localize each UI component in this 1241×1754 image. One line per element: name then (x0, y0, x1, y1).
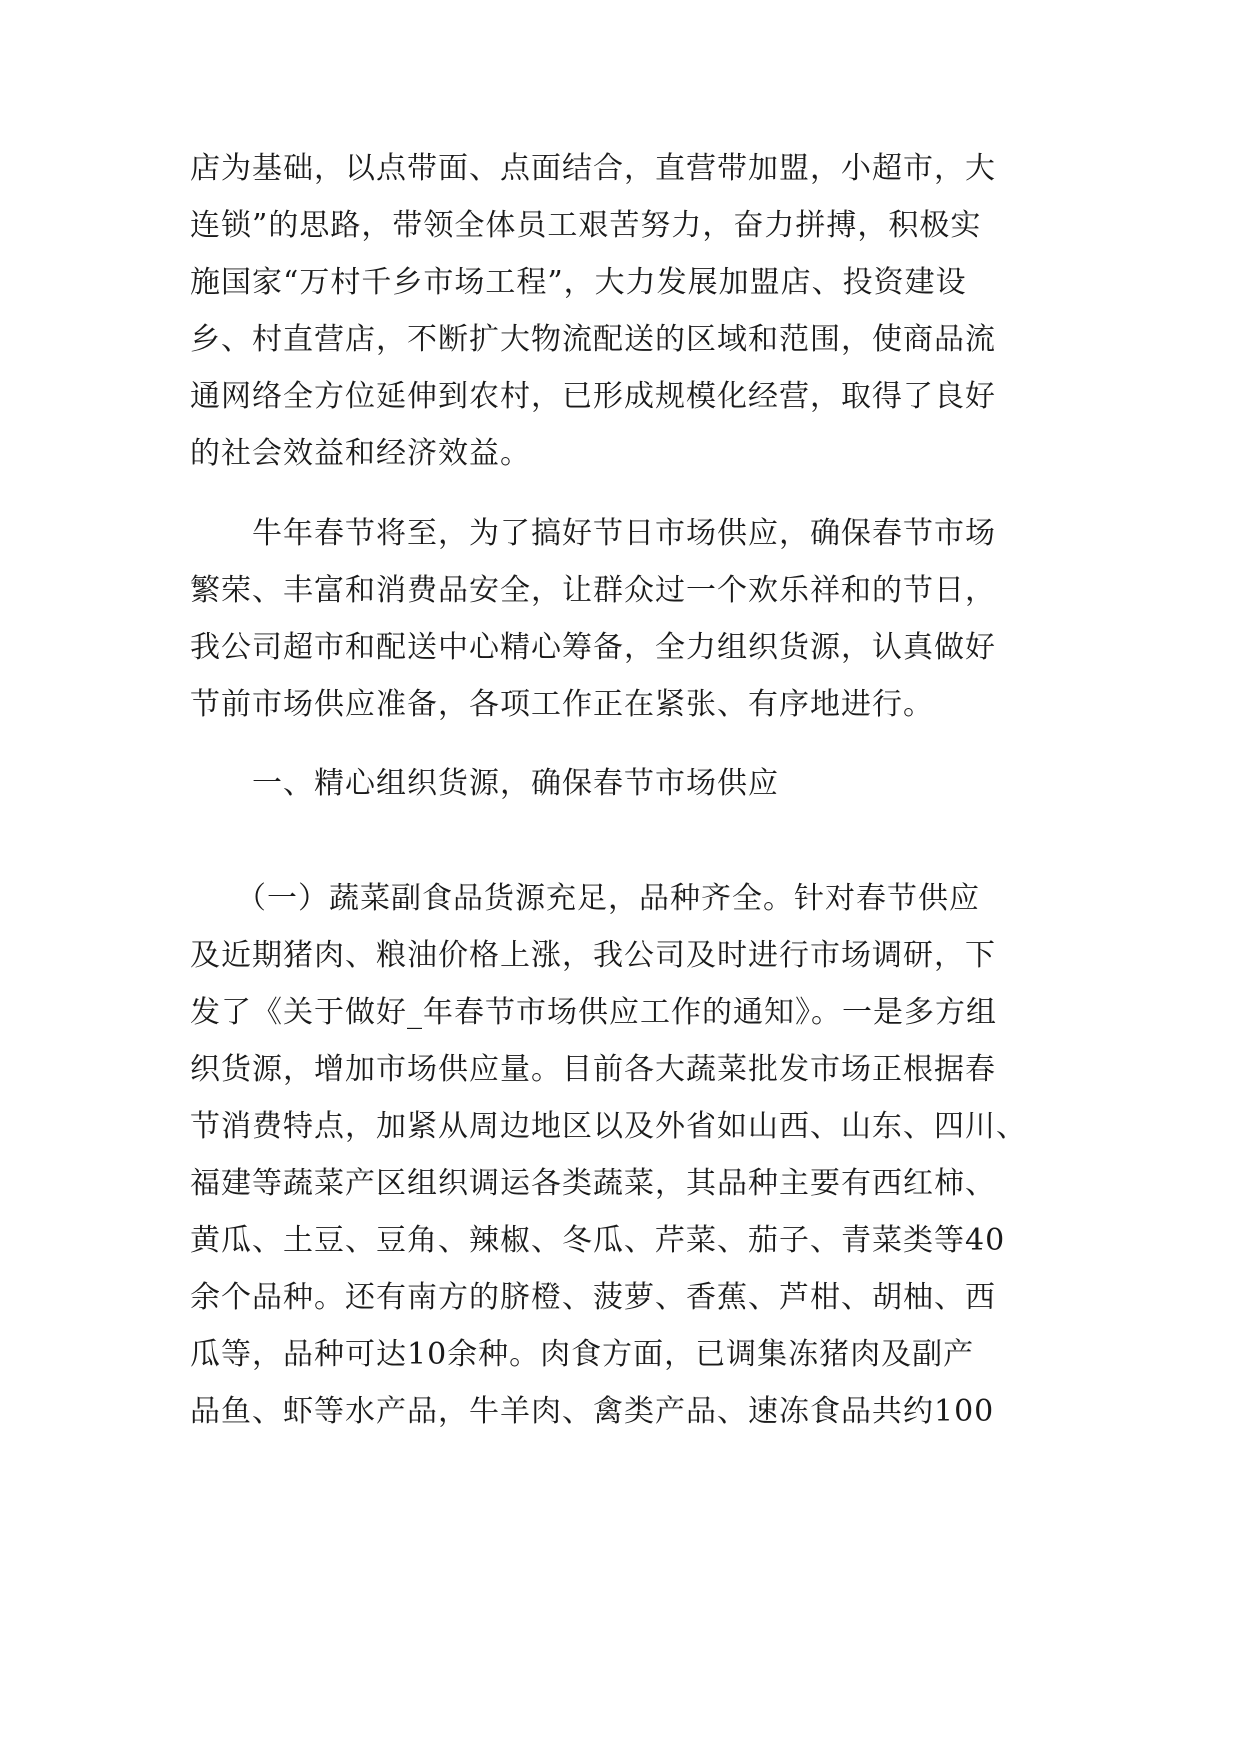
text-line: 连锁”的思路，带领全体员工艰苦努力，奋力拼搏，积极实 (190, 208, 982, 243)
text-line: 通网络全方位延伸到农村，已形成规模化经营，取得了良好 (190, 379, 996, 414)
text-line: 黄瓜、土豆、豆角、辣椒、冬瓜、芹菜、茄子、青菜类等40 (190, 1223, 1006, 1258)
text-line: 节前市场供应准备，各项工作正在紧张、有序地进行。 (190, 687, 934, 722)
text-line: 织货源，增加市场供应量。目前各大蔬菜批发市场正根据春 (190, 1052, 996, 1087)
text-line: 节消费特点，加紧从周边地区以及外省如山西、山东、四川、 (190, 1109, 1027, 1144)
text-line: 店为基础，以点带面、点面结合，直营带加盟，小超市，大 (190, 151, 996, 186)
text-line: 乡、村直营店，不断扩大物流配送的区域和范围，使商品流 (190, 322, 996, 357)
heading-text: 一、精心组织货源，确保春节市场供应 (252, 766, 779, 801)
paragraph-intro (190, 140, 1050, 482)
text-line: 的社会效益和经济效益。 (190, 436, 531, 471)
text-line: 繁荣、丰富和消费品安全，让群众过一个欢乐祥和的节日， (190, 573, 996, 608)
text-line: 我公司超市和配送中心精心筹备，全力组织货源，认真做好 (190, 630, 996, 665)
text-line: 品鱼、虾等水产品，牛羊肉、禽类产品、速冻食品共约100 (190, 1394, 995, 1429)
text-line: 牛年春节将至，为了搞好节日市场供应，确保春节市场 (252, 516, 996, 551)
text-line: 及近期猪肉、粮油价格上涨，我公司及时进行市场调研，下 (190, 938, 996, 973)
paragraph-vegetable-supply (190, 870, 1050, 1440)
text-line: （一）蔬菜副食品货源充足，品种齐全。针对春节供应 (236, 881, 980, 916)
text-line: 余个品种。还有南方的脐橙、菠萝、香蕉、芦柑、胡柚、西 (190, 1280, 996, 1315)
text-line: 瓜等，品种可达10余种。肉食方面，已调集冻猪肉及副产 (190, 1337, 975, 1372)
section-heading (190, 755, 1050, 812)
paragraph-spring-festival (190, 505, 1050, 733)
text-line: 福建等蔬菜产区组织调运各类蔬菜，其品种主要有西红柿、 (190, 1166, 996, 1201)
text-line: 施国家“万村千乡市场工程”，大力发展加盟店、投资建设 (190, 265, 967, 300)
text-line: 发了《关于做好_年春节市场供应工作的通知》。一是多方组 (190, 995, 997, 1030)
